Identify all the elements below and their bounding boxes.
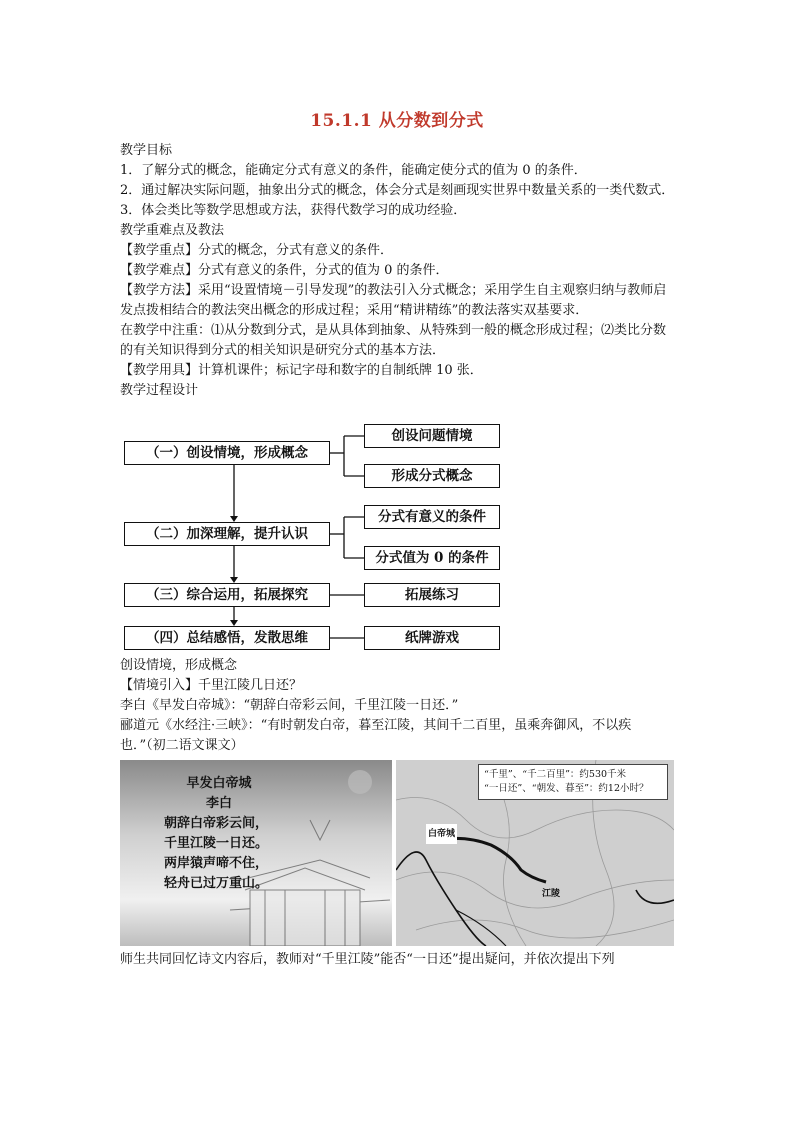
situation-intro: 【情境引入】千里江陵几日还？ [120, 678, 303, 693]
section-heading-situation: 创设情境，形成概念 [120, 658, 238, 673]
sub-form-concept: 形成分式概念 [364, 464, 500, 488]
stage-4-box: （四）总结感悟，发散思维 [124, 626, 330, 650]
objective-3: 3．体会类比等数学思想或方法，获得代数学习的成功经验． [120, 203, 467, 218]
libai-quote: 李白《早发白帝城》：“朝辞白帝彩云间，千里江陵一日还．” [120, 698, 459, 713]
poem-illustration [120, 760, 392, 946]
document-body [120, 141, 676, 970]
page-title: 15.1.1 从分数到分式 [310, 111, 484, 131]
objective-2: 2．通过解决实际问题，抽象出分式的概念，体会分式是刻画现实世界中数量关系的一类代数式． [120, 183, 675, 198]
label-jiangling: 江陵 [542, 889, 561, 899]
heading-key-points: 教学重难点及教法 [120, 223, 225, 238]
sub-create-situation: 创设问题情境 [364, 424, 500, 448]
sub-extension-practice: 拓展练习 [364, 583, 500, 607]
key-point: 【教学重点】分式的概念，分式有意义的条件． [120, 243, 394, 258]
teaching-tools: 【教学用具】计算机课件；标记字母和数字的自制纸牌 10 张． [120, 363, 483, 378]
teaching-method: 【教学方法】采用“设置情境－引导发现”的教法引入分式概念；采用学生自主观察归纳与教师启发点拨相结合的教法突出概念的形成过程；采用“精讲精练”的教法落实双基要求． [120, 283, 667, 318]
poem-line-1: 朝辞白帝彩云间， [164, 816, 269, 831]
note-line-1: “千里”、“千二百里”：约530千米 [484, 769, 627, 780]
sub-zero-value-condition: 分式值为 0 的条件 [364, 546, 500, 570]
heading-process: 教学过程设计 [120, 383, 199, 398]
sub-card-game: 纸牌游戏 [364, 626, 500, 650]
sub-meaningful-condition: 分式有意义的条件 [364, 505, 500, 529]
stage-1-box: （一）创设情境，形成概念 [124, 441, 330, 465]
poem-line-2: 千里江陵一日还。 [164, 836, 269, 851]
note-line-2: “一日还”、“朝发、暮至”：约12小时？ [484, 783, 649, 794]
poem-text [164, 774, 268, 894]
distance-note [478, 764, 668, 800]
label-baidi: 白帝城 [426, 824, 457, 844]
poem-author: 李白 [206, 796, 233, 811]
difficult-point: 【教学难点】分式有意义的条件，分式的值为 0 的条件． [120, 263, 449, 278]
poem-line-3: 两岸猿声啼不住， [164, 856, 269, 871]
illustration-row [120, 760, 674, 946]
stage-2-box: （二）加深理解，提升认识 [124, 522, 330, 546]
stage-3-box: （三）综合运用，拓展探究 [124, 583, 330, 607]
poem-title: 早发白帝城 [186, 776, 252, 791]
closing-line: 师生共同回忆诗文内容后，教师对“千里江陵”能否“一日还”提出疑问，并依次提出下列 [120, 952, 615, 967]
objective-1: 1．了解分式的概念，能确定分式有意义的条件，能确定使分式的值为 0 的条件． [120, 163, 587, 178]
teaching-focus: 在教学中注重：⑴从分数到分式，是从具体到抽象、从特殊到一般的概念形成过程；⑵类比分数的有关知识得到分式的相关知识是研究分式的基本方法． [120, 323, 667, 358]
shuijingzhu-quote: 郦道元《水经注·三峡》：“有时朝发白帝，暮至江陵，其间千二百里，虽乘奔御风，不以疾也．”（初二语文课文） [120, 718, 632, 753]
heading-objectives: 教学目标 [120, 143, 173, 158]
poem-line-4: 轻舟已过万重山。 [164, 876, 269, 891]
map-illustration [396, 760, 674, 946]
process-flowchart [120, 424, 676, 654]
